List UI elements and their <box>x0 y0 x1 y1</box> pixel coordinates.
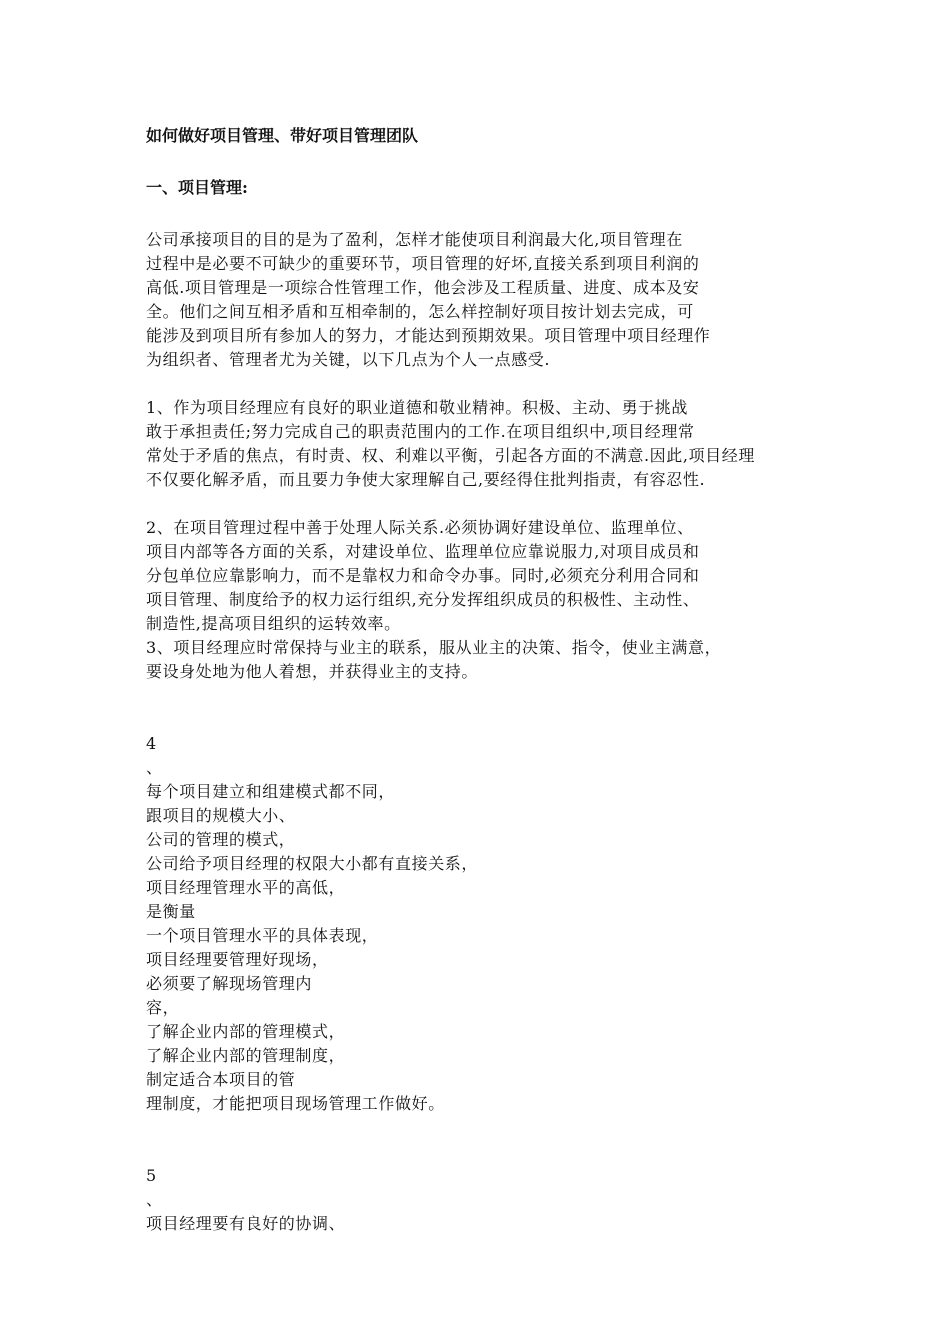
intro-paragraph <box>146 228 826 372</box>
paragraph-line: 了解企业内部的管理模式， <box>146 1022 346 1041</box>
paragraph-line: 常处于矛盾的焦点，有时责、权、利难以平衡，引起各方面的不满意.因此,项目经理 <box>146 446 755 465</box>
point-1-paragraph <box>146 396 826 492</box>
paragraph-line: 要设身处地为他人着想，并获得业主的支持。 <box>146 662 479 681</box>
paragraph-line: 1、作为项目经理应有良好的职业道德和敬业精神。积极、主动、勇于挑战 <box>146 398 688 417</box>
paragraph-line: 项目内部等各方面的关系，对建设单位、监理单位应靠说服力,对项目成员和 <box>146 542 700 561</box>
document-page <box>146 120 826 1236</box>
paragraph-line: 分包单位应靠影响力，而不是靠权力和命令办事。同时,必须充分利用合同和 <box>146 566 700 585</box>
paragraph-line: 2、在项目管理过程中善于处理人际关系.必须协调好建设单位、监理单位、 <box>146 518 694 537</box>
point-4-paragraph <box>146 732 826 1116</box>
paragraph-line: 过程中是必要不可缺少的重要环节，项目管理的好坏,直接关系到项目利润的 <box>146 254 700 273</box>
paragraph-line: 每个项目建立和组建模式都不同， <box>146 782 396 801</box>
paragraph-line: 高低.项目管理是一项综合性管理工作，他会涉及工程质量、进度、成本及安 <box>146 278 700 297</box>
paragraph-line: 公司的管理的模式， <box>146 830 296 849</box>
document-title: 如何做好项目管理、带好项目管理团队 <box>146 126 419 145</box>
paragraph-line: 、 <box>146 1190 163 1209</box>
paragraph-line: 必须要了解现场管理内 <box>146 974 313 993</box>
paragraph-line: 不仅要化解矛盾，而且要力争使大家理解自己,要经得住批判指责，有容忍性. <box>146 470 706 489</box>
paragraph-line: 项目经理要有良好的协调、 <box>146 1214 346 1233</box>
paragraph-line: 能涉及到项目所有参加人的努力，才能达到预期效果。项目管理中项目经理作 <box>146 326 711 345</box>
paragraph-line: 3、项目经理应时常保持与业主的联系，服从业主的决策、指令，使业主满意， <box>146 638 722 657</box>
paragraph-line: 制定适合本项目的管 <box>146 1070 296 1089</box>
point-2-paragraph <box>146 516 826 636</box>
paragraph-line: 全。他们之间互相矛盾和互相牵制的，怎么样控制好项目按计划去完成，可 <box>146 302 694 321</box>
paragraph-line: 理制度，才能把项目现场管理工作做好。 <box>146 1094 445 1113</box>
paragraph-line: 一个项目管理水平的具体表现， <box>146 926 379 945</box>
paragraph-line: 跟项目的规模大小、 <box>146 806 296 825</box>
paragraph-line: 、 <box>146 758 163 777</box>
point-3-paragraph <box>146 636 826 684</box>
paragraph-line: 制造性,提高项目组织的运转效率。 <box>146 614 401 633</box>
paragraph-line: 5 <box>146 1166 157 1185</box>
section-heading-project-management: 一、项目管理: <box>146 178 248 197</box>
paragraph-line: 4 <box>146 734 157 753</box>
paragraph-line: 敢于承担责任;努力完成自己的职责范围内的工作.在项目组织中,项目经理常 <box>146 422 695 441</box>
paragraph-line: 公司承接项目的目的是为了盈利，怎样才能使项目利润最大化,项目管理在 <box>146 230 683 249</box>
paragraph-line: 为组织者、管理者尤为关键，以下几点为个人一点感受. <box>146 350 551 369</box>
paragraph-line: 项目管理、制度给予的权力运行组织,充分发挥组织成员的积极性、主动性、 <box>146 590 700 609</box>
point-5-paragraph <box>146 1164 826 1236</box>
paragraph-line: 是衡量 <box>146 902 196 921</box>
paragraph-line: 公司给予项目经理的权限大小都有直接关系， <box>146 854 479 873</box>
paragraph-line: 项目经理管理水平的高低， <box>146 878 346 897</box>
paragraph-line: 了解企业内部的管理制度， <box>146 1046 346 1065</box>
paragraph-line: 项目经理要管理好现场， <box>146 950 329 969</box>
paragraph-line: 容， <box>146 998 180 1017</box>
